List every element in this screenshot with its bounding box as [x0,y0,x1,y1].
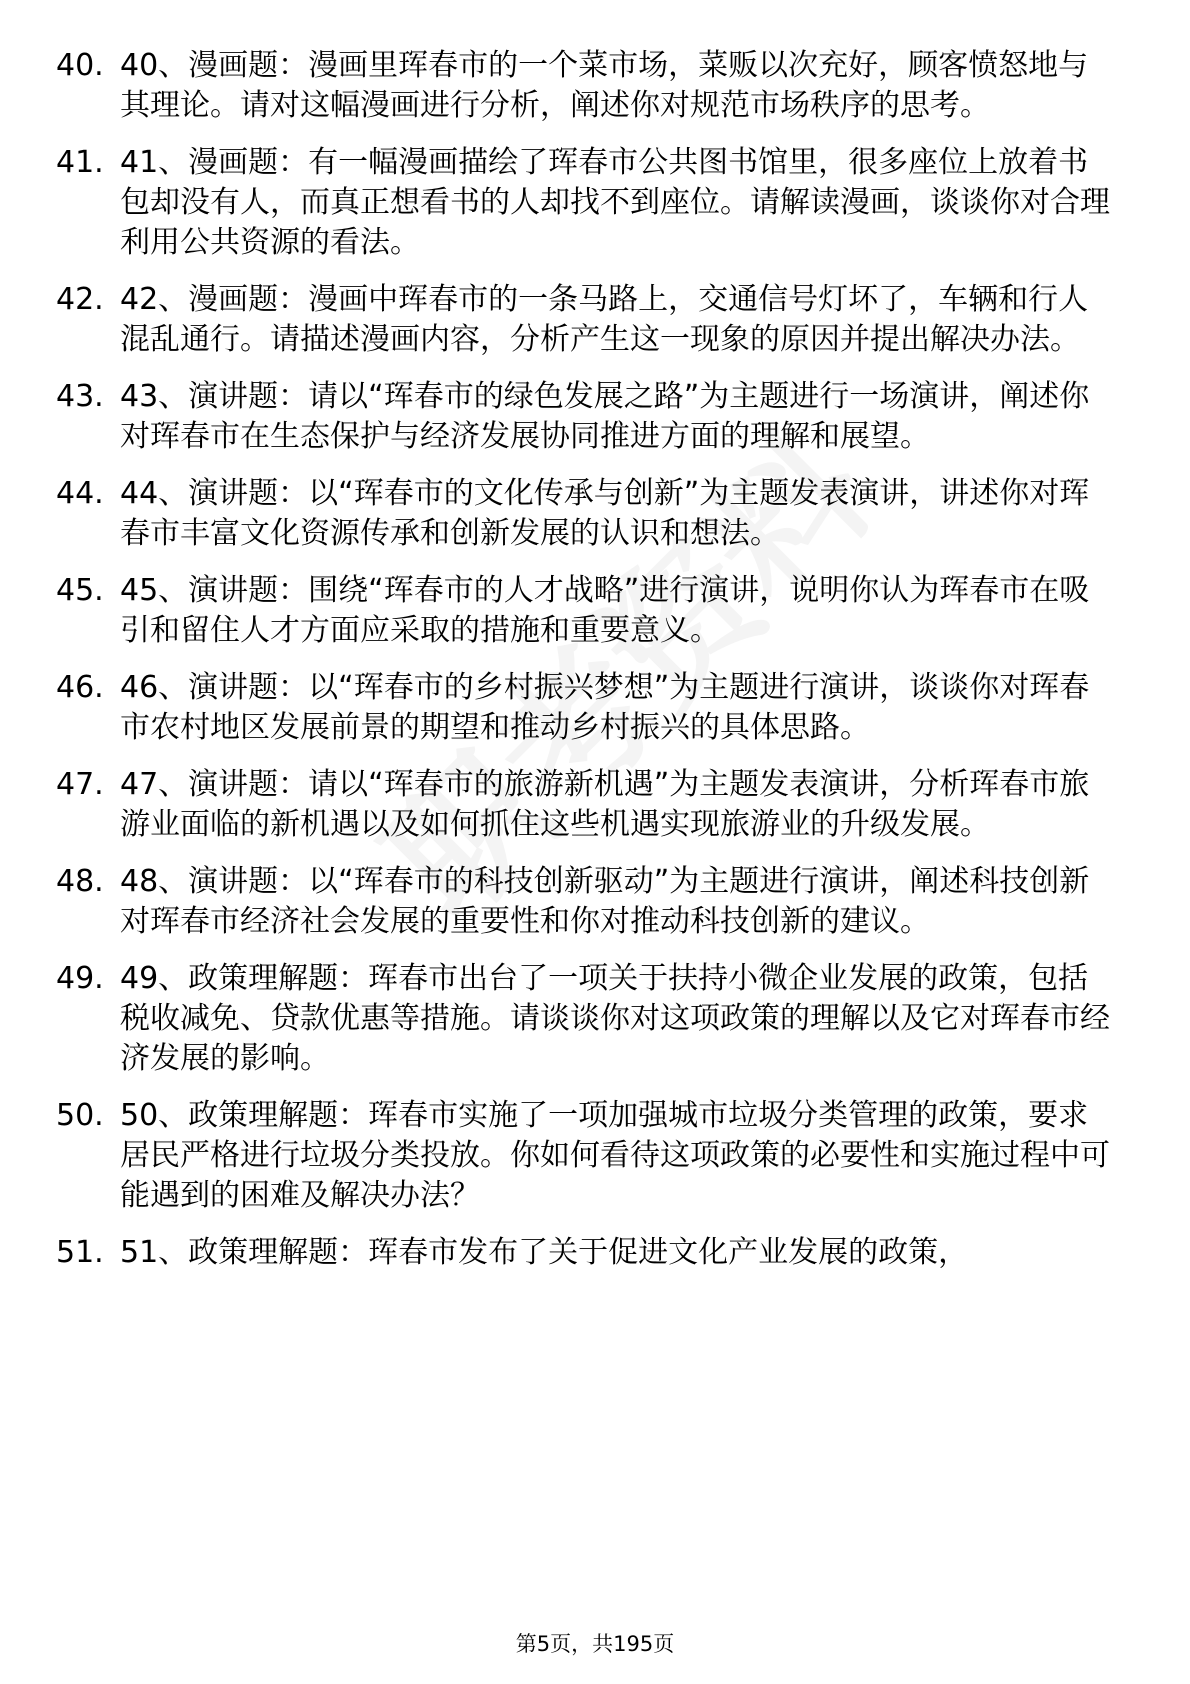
question-number: 50. [56,1098,104,1133]
list-item [56,280,1116,360]
question-text: 49、政策理解题：珲春市出台了一项关于扶持小微企业发展的政策，包括税收减免、贷款优惠等措施。请谈谈你对这项政策的理解以及它对珲春市经济发展的影响。 [120,961,1110,1076]
list-item [56,474,1116,554]
question-number: 44. [56,476,104,511]
question-number: 42. [56,282,104,317]
list-item [56,1233,1116,1273]
question-number: 49. [56,961,104,996]
question-text: 40、漫画题：漫画里珲春市的一个菜市场，菜贩以次充好，顾客愤怒地与其理论。请对这幅漫画进行分析，阐述你对规范市场秩序的思考。 [120,48,1089,123]
question-text: 47、演讲题：请以“珲春市的旅游新机遇”为主题发表演讲，分析珲春市旅游业面临的新机遇以及如何抓住这些机遇实现旅游业的升级发展。 [120,767,1090,842]
question-text: 45、演讲题：围绕“珲春市的人才战略”进行演讲，说明你认为珲春市在吸引和留住人才方面应采取的措施和重要意义。 [120,573,1090,648]
list-item [56,668,1116,748]
question-text: 43、演讲题：请以“珲春市的绿色发展之路”为主题进行一场演讲，阐述你对珲春市在生态保护与经济发展协同推进方面的理解和展望。 [120,379,1090,454]
question-list [56,46,1116,1290]
page-number: 第5页，共195页 [515,1632,675,1656]
question-number: 45. [56,573,104,608]
question-number: 40. [56,48,104,83]
question-text: 48、演讲题：以“珲春市的科技创新驱动”为主题进行演讲，阐述科技创新对珲春市经济社会发展的重要性和你对推动科技创新的建议。 [120,864,1090,939]
list-item [56,143,1116,263]
question-text: 50、政策理解题：珲春市实施了一项加强城市垃圾分类管理的政策，要求居民严格进行垃圾分类投放。你如何看待这项政策的必要性和实施过程中可能遇到的困难及解决办法？ [120,1098,1110,1213]
question-number: 48. [56,864,104,899]
question-number: 47. [56,767,104,802]
list-item [56,765,1116,845]
list-item [56,377,1116,457]
list-item [56,862,1116,942]
question-number: 46. [56,670,104,705]
question-number: 41. [56,145,104,180]
question-number: 43. [56,379,104,414]
question-text: 44、演讲题：以“珲春市的文化传承与创新”为主题发表演讲，讲述你对珲春市丰富文化资源传承和创新发展的认识和想法。 [120,476,1090,551]
list-item [56,1096,1116,1216]
question-text: 42、漫画题：漫画中珲春市的一条马路上，交通信号灯坏了，车辆和行人混乱通行。请描述漫画内容，分析产生这一现象的原因并提出解决办法。 [120,282,1089,357]
question-text: 46、演讲题：以“珲春市的乡村振兴梦想”为主题进行演讲，谈谈你对珲春市农村地区发展前景的期望和推动乡村振兴的具体思路。 [120,670,1090,745]
list-item [56,571,1116,651]
question-text: 51、政策理解题：珲春市发布了关于促进文化产业发展的政策， [120,1235,969,1270]
list-item [56,959,1116,1079]
question-text: 41、漫画题：有一幅漫画描绘了珲春市公共图书馆里，很多座位上放着书包却没有人，而真正想看书的人却找不到座位。请解读漫画，谈谈你对合理利用公共资源的看法。 [120,145,1110,260]
page-footer [0,1630,1190,1658]
list-item [56,46,1116,126]
question-number: 51. [56,1235,104,1270]
